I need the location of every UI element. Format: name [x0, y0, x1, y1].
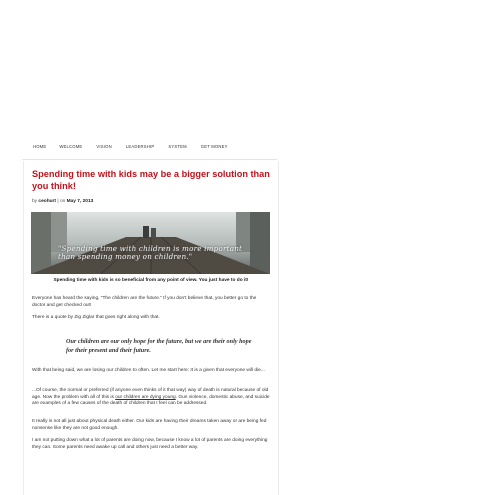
byline-date-prefix: on [59, 199, 66, 204]
lead-paragraph: Spending time with kids is so beneficial from any point of view. You just have to do it! [53, 278, 249, 283]
main-nav [30, 141, 490, 151]
dying-young-link[interactable]: our children are dying young [115, 394, 176, 400]
byline-author[interactable]: ceohurt [38, 199, 57, 204]
nav-divider [22, 159, 277, 160]
nav-home[interactable]: HOME [33, 143, 47, 149]
post-title[interactable]: Spending time with kids may be a bigger solution than you think! [32, 169, 270, 191]
paragraph-4 [32, 388, 270, 408]
byline-separator: | [57, 199, 59, 204]
ziglar-quote: Our children are our only hope for the future, but we are their only hope for their present and their future. [66, 338, 252, 354]
post-byline [32, 199, 93, 204]
byline-prefix: by [32, 199, 38, 204]
paragraph-6: I am not putting down what a lot of parents are doing now, because I know a lot of parents are doing everything they can. Some parents need awake up call and others just need a better way. [32, 438, 268, 450]
nav-get-money[interactable]: GET MONEY [200, 143, 228, 149]
paragraph-4-tail: . Gun violence, domestic abuse, and suicide are examples of a few causes of the death of children that I feel can be addressed. [32, 394, 270, 407]
paragraph-3: With that being said, we are losing our children to often. Let me start here: It is a given that everyone will die... [32, 368, 265, 373]
paragraph-5: It really is not all just about physical death either. Our kids are having their dreams taken away or are being fed nonsense like they are not good enough. [32, 419, 267, 431]
paragraph-1: Everyone has heard the saying, "The children are the future." If you don't believe that, you better go to the doctor and get checked out! [32, 296, 257, 308]
byline-date: May 7, 2013 [66, 199, 94, 204]
nav-system[interactable]: SYSTEM [168, 143, 187, 149]
nav-leadership[interactable]: LEADERSHIP [125, 143, 155, 149]
hero-quote: "Spending time with children is more important than spending money on children." [58, 244, 243, 261]
nav-welcome[interactable]: WELCOME [59, 143, 83, 149]
paragraph-4-text: ...Of course, the normal or preferred (if anyone even thinks of it that way) way of death is natural because of old age. Now the problem with all of this is [32, 388, 269, 400]
paragraph-2: There is a quote by Zig Ziglar that goes right along with that. [32, 315, 160, 320]
nav-vision[interactable]: VISION [96, 143, 112, 149]
hero-image [31, 212, 270, 274]
